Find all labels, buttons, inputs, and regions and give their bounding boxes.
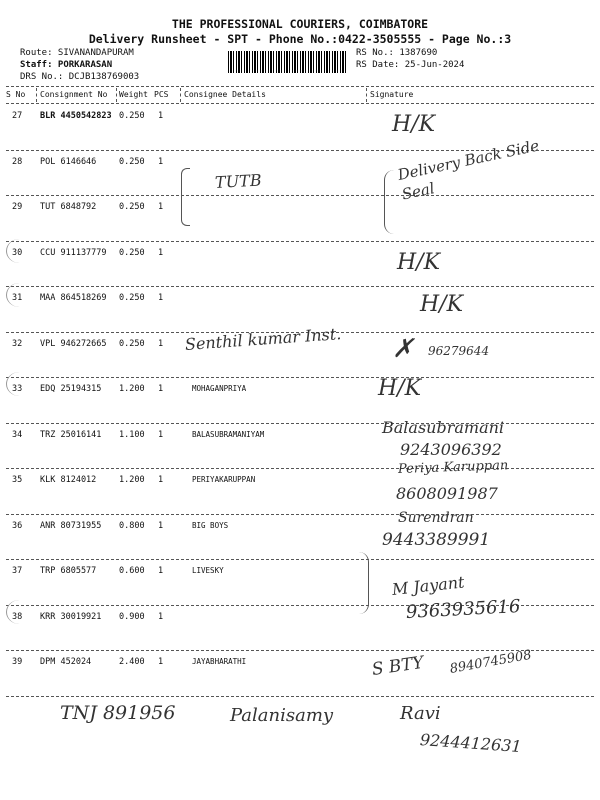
cell-sno: 32 [12,338,23,349]
row-separator [6,696,594,697]
hand-sig-38-phone: 9363935616 [405,596,521,623]
cell-weight: 0.800 [119,520,145,531]
cell-weight: 0.250 [119,338,145,349]
runsheet-line: Delivery Runsheet - SPT - Phone No.:0422-3505555 - Page No.:3 [88,32,512,46]
cell-weight: 0.900 [119,611,145,622]
cell-consignee: BIG BOYS [192,520,229,530]
drs-label: DRS No.: DCJB138769003 [20,72,140,82]
cell-pcs: 1 [158,566,164,576]
cell-weight: 0.250 [119,293,145,303]
barcode [228,51,348,73]
col-divider [116,88,117,102]
hand-footer-sig: Ravi [400,703,441,724]
row-separator [6,423,594,424]
cell-pcs: 1 [158,111,164,121]
hand-footer-left: TNJ 891956 [60,702,176,724]
cell-consignee: MOHAGANPRIYA [192,384,247,393]
cell-consignment: KLK 8124012 [40,475,97,485]
cell-consignment: ANR 80731955 [40,520,102,531]
route-label: Route: SIVANANDAPURAM [20,48,134,58]
header-bottom-rule [6,103,594,104]
hand-sig-36-name: Surendran [398,510,474,526]
cell-weight: 0.600 [119,566,145,576]
cell-pcs: 1 [158,293,164,303]
cell-consignment: POL 6146646 [40,156,97,167]
col-divider [366,88,367,102]
cell-sno: 38 [12,611,23,622]
hand-consignee-28: TUTB [214,170,263,192]
cell-pcs: 1 [158,429,164,440]
company-title: THE PROFESSIONAL COURIERS, COIMBATORE [171,17,429,31]
cell-sno: 34 [12,429,23,440]
cell-weight: 0.250 [119,111,145,121]
cell-weight: 0.250 [119,202,145,212]
hand-sig-35-phone: 8608091987 [396,484,498,503]
cell-pcs: 1 [158,247,164,258]
col-header-pcs: PCS [154,90,169,99]
handwritten-bracket [384,170,395,234]
cell-pcs: 1 [158,202,164,212]
row-separator [6,559,594,560]
hand-footer-phone: 9244412631 [419,730,523,757]
cell-consignment: BLR 4450542823 [40,111,112,121]
hand-sig-32: 96279644 [428,344,490,358]
cell-sno: 31 [12,293,23,303]
hand-sig-32-mark: ✗ [392,334,414,364]
staff-label: Staff: PORKARASAN [20,60,113,70]
table-row [0,199,600,245]
cell-sno: 29 [12,202,23,212]
handwritten-bracket [181,168,190,226]
cell-consignment: MAA 864518269 [40,293,107,303]
col-header-sno: S No [6,90,26,99]
row-separator [6,377,594,378]
cell-pcs: 1 [158,475,164,485]
row-separator [6,195,594,196]
handwritten-bracket [358,552,369,614]
cell-sno: 28 [12,156,23,167]
table-row [0,245,600,291]
cell-sno: 30 [12,247,23,258]
hand-sig-31: H/K [420,292,464,317]
cell-sno: 36 [12,520,23,531]
hand-sig-35-name: Periya Karuppan [397,458,509,477]
hand-sig-39-b: 8940745908 [448,647,533,677]
punch-mark [6,283,33,307]
hand-sig-38-name: M Jayant [391,572,466,599]
cell-consignment: KRR 30019921 [40,611,102,622]
cell-consignment: TRP 6805577 [40,566,97,576]
cell-consignment: TUT 6848792 [40,202,97,212]
cell-consignment: VPL 946272665 [40,338,107,349]
cell-consignment: DPM 452024 [40,657,92,667]
cell-sno: 27 [12,111,23,121]
cell-weight: 2.400 [119,657,145,667]
row-separator [6,286,594,287]
hand-sig-28: Delivery Back Side Seal [396,136,541,204]
cell-consignee: BALASUBRAMANIYAM [192,429,265,439]
table-row [0,518,600,564]
cell-pcs: 1 [158,156,164,167]
cell-pcs: 1 [158,384,164,394]
cell-weight: 1.200 [119,475,145,485]
hand-consignee-32: Senthil kumar Inst. [184,324,342,354]
cell-pcs: 1 [158,657,164,667]
cell-weight: 0.250 [119,247,145,258]
punch-mark [6,600,33,624]
table-row [0,427,600,473]
hand-sig-36-phone: 9443389991 [382,530,491,550]
punch-mark [6,239,33,263]
cell-consignment: CCU 911137779 [40,247,107,258]
row-separator [6,514,594,515]
col-header-consignment: Consignment No [40,90,108,99]
hand-sig-30: H/K [397,250,441,275]
cell-consignee: PERIYAKARUPPAN [192,475,256,484]
cell-weight: 1.100 [119,429,145,440]
cell-consignee: LIVESKY [192,566,224,575]
cell-consignee: JAYABHARATHI [192,657,247,666]
col-divider [36,88,37,102]
cell-sno: 37 [12,566,23,576]
hand-sig-33: H/K [378,376,422,401]
col-divider [180,88,181,102]
cell-sno: 33 [12,384,23,394]
cell-sno: 39 [12,657,23,667]
header-top-rule [6,86,594,87]
col-header-signature: Signature [370,90,414,99]
hand-sig-39-a: S BTY [370,652,425,680]
col-header-weight: Weight [119,90,148,99]
cell-weight: 0.250 [119,156,145,167]
table-row [0,472,600,518]
cell-pcs: 1 [158,520,164,531]
col-header-consignee: Consignee Details [184,90,266,99]
cell-sno: 35 [12,475,23,485]
row-separator [6,650,594,651]
hand-sig-27: H/K [392,112,436,137]
cell-consignment: TRZ 25016141 [40,429,102,440]
punch-mark [6,372,33,396]
cell-weight: 1.200 [119,384,145,394]
cell-pcs: 1 [158,338,164,349]
hand-footer-mid: Palanisamy [230,705,334,726]
row-separator [6,241,594,242]
hand-sig-34-phone: 9243096392 [400,440,502,459]
hand-sig-34-name: Balasubramani [382,418,505,437]
rs-no: RS No.: 1387690 [356,48,438,58]
table-row [0,381,600,427]
rs-date: RS Date: 25-Jun-2024 [356,60,465,70]
cell-consignment: EDQ 25194315 [40,384,102,394]
cell-pcs: 1 [158,611,164,622]
